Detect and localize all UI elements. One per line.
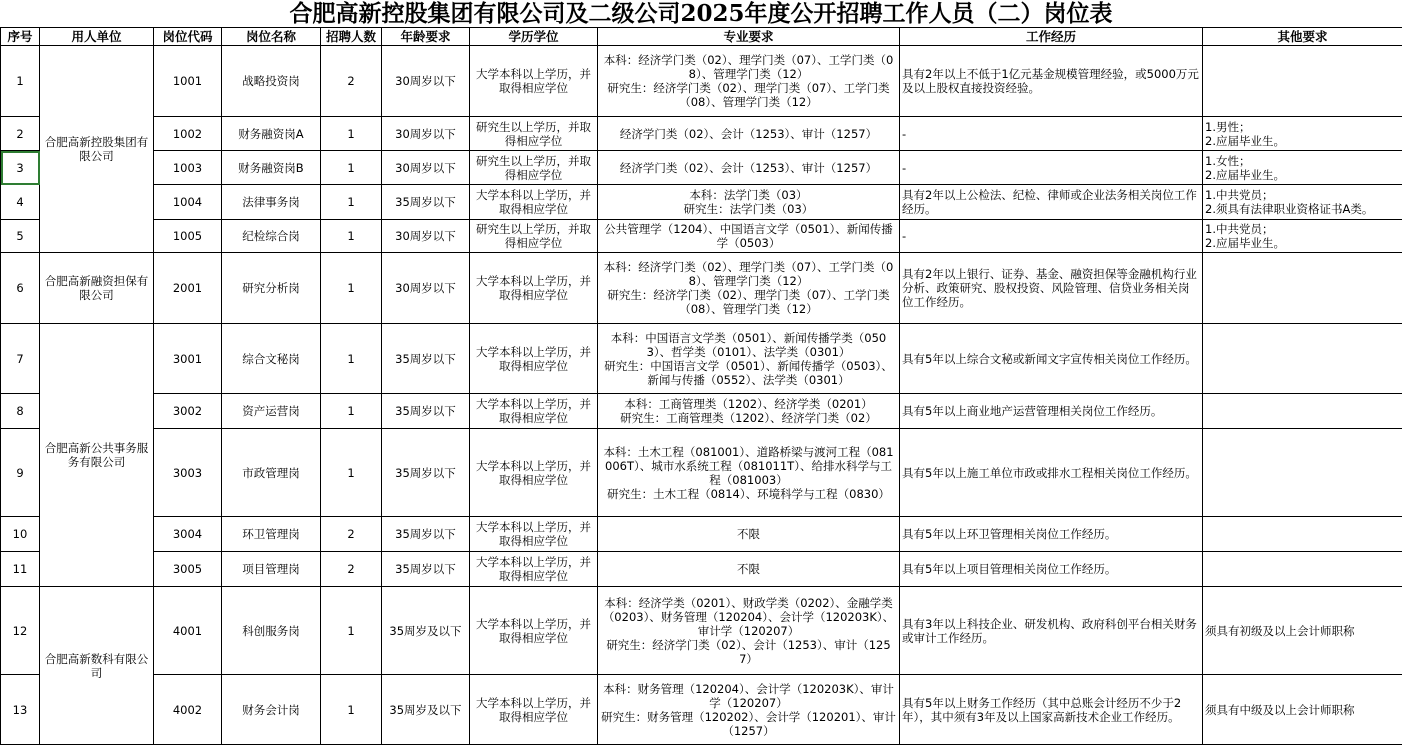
job-code-cell[interactable]: 3003 — [154, 429, 222, 517]
education-cell[interactable]: 大学本科以上学历，并取得相应学位 — [470, 587, 598, 675]
other-cell[interactable] — [1203, 151, 1402, 185]
education-cell[interactable]: 大学本科以上学历，并取得相应学位 — [470, 429, 598, 517]
major-line: 本科：工商管理类（1202）、经济学类（0201） — [624, 397, 873, 411]
row-number-cell[interactable]: 4 — [1, 185, 40, 220]
other-cell[interactable] — [1203, 675, 1402, 745]
other-line: 1.中共党员； — [1205, 188, 1274, 202]
table-row — [1, 517, 1402, 552]
row-number-cell[interactable]: 9 — [1, 429, 40, 517]
row-number-cell[interactable]: 11 — [1, 552, 40, 587]
other-line: 1.男性； — [1205, 119, 1251, 134]
other-line: 须具有初级及以上会计师职称 — [1205, 623, 1355, 638]
job-code-cell[interactable]: 3004 — [154, 517, 222, 552]
education-cell[interactable]: 研究生以上学历，并取得相应学位 — [470, 220, 598, 253]
employer-cell[interactable]: 合肥高新控股集团有限公司 — [40, 46, 154, 253]
age-cell[interactable]: 35周岁以下 — [382, 552, 470, 587]
job-name-cell[interactable]: 市政管理岗 — [222, 429, 321, 517]
major-line: 研究生：法学门类（03） — [683, 202, 814, 216]
major-cell[interactable] — [598, 429, 900, 517]
age-cell[interactable]: 35周岁以下 — [382, 517, 470, 552]
experience-cell[interactable]: - — [900, 151, 1203, 185]
education-cell[interactable]: 大学本科以上学历，并取得相应学位 — [470, 185, 598, 220]
education-cell[interactable]: 大学本科以上学历，并取得相应学位 — [470, 324, 598, 394]
table-row — [1, 151, 1402, 185]
row-number-cell[interactable]: 12 — [1, 587, 40, 675]
row-number-cell[interactable]: 6 — [1, 253, 40, 324]
major-cell[interactable] — [598, 151, 900, 185]
job-name-cell[interactable]: 科创服务岗 — [222, 587, 321, 675]
other-cell[interactable] — [1203, 394, 1402, 429]
other-cell[interactable] — [1203, 117, 1402, 151]
age-cell[interactable]: 30周岁以下 — [382, 253, 470, 324]
job-code-cell[interactable]: 1003 — [154, 151, 222, 185]
major-line: 本科：中国语言文学类（0501）、新闻传播学类（0503）、哲学类（0101）、法学类（0301） — [610, 330, 887, 359]
other-cell[interactable] — [1203, 587, 1402, 675]
headcount-cell[interactable]: 1 — [321, 587, 382, 675]
employer-cell[interactable]: 合肥高新数科有限公司 — [40, 587, 154, 745]
headcount-cell[interactable]: 2 — [321, 46, 382, 117]
other-line: 1.女性； — [1205, 153, 1251, 168]
major-line: 经济学门类（02）、会计（1253）、审计（1257） — [619, 126, 878, 141]
age-cell[interactable]: 35周岁及以下 — [382, 587, 470, 675]
major-cell[interactable] — [598, 675, 900, 745]
other-line: 须具有中级及以上会计师职称 — [1205, 702, 1355, 717]
other-line: 1.中共党员； — [1205, 222, 1274, 236]
education-cell[interactable]: 研究生以上学历，并取得相应学位 — [470, 151, 598, 185]
major-cell[interactable] — [598, 117, 900, 151]
job-name-cell[interactable]: 纪检综合岗 — [222, 220, 321, 253]
major-line: 研究生：经济学门类（02）、理学门类（07）、工学门类（08）、管理学门类（12） — [607, 288, 890, 316]
other-cell[interactable] — [1203, 220, 1402, 253]
major-cell[interactable] — [598, 324, 900, 394]
table-row — [1, 253, 1402, 324]
education-cell[interactable]: 大学本科以上学历，并取得相应学位 — [470, 46, 598, 117]
major-line: 研究生：中国语言文学（0501）、新闻传播学（0503）、新闻与传播（0552）、法学类（0301） — [604, 358, 893, 387]
job-name-cell[interactable]: 战略投资岗 — [222, 46, 321, 117]
headcount-cell[interactable]: 1 — [321, 675, 382, 745]
education-cell[interactable]: 大学本科以上学历，并取得相应学位 — [470, 253, 598, 324]
experience-cell[interactable]: 具有5年以上商业地产运营管理相关岗位工作经历。 — [900, 394, 1203, 429]
job-code-cell[interactable]: 1002 — [154, 117, 222, 151]
headcount-cell[interactable]: 1 — [321, 429, 382, 517]
table-row — [1, 552, 1402, 587]
major-line: 本科：经济学类（0201）、财政学类（0202）、金融学类（0203）、财务管理（120204）、会计学（120203K）、审计学（120207） — [602, 595, 895, 638]
job-code-cell[interactable]: 1001 — [154, 46, 222, 117]
major-cell[interactable] — [598, 587, 900, 675]
employer-cell[interactable]: 合肥高新公共事务服务有限公司 — [40, 324, 154, 587]
job-code-cell[interactable]: 4002 — [154, 675, 222, 745]
experience-cell[interactable]: 具有2年以上银行、证券、基金、融资担保等金融机构行业分析、政策研究、股权投资、风险管理、信贷业务相关岗位工作经历。 — [900, 253, 1203, 324]
other-cell[interactable] — [1203, 324, 1402, 394]
major-cell[interactable] — [598, 552, 900, 587]
experience-cell[interactable]: 具有5年以上环卫管理相关岗位工作经历。 — [900, 517, 1203, 552]
headcount-cell[interactable]: 1 — [321, 394, 382, 429]
row-number-cell[interactable]: 5 — [1, 220, 40, 253]
job-name-cell[interactable]: 法律事务岗 — [222, 185, 321, 220]
experience-cell[interactable]: 具有5年以上项目管理相关岗位工作经历。 — [900, 552, 1203, 587]
major-line: 本科：法学门类（03） — [689, 188, 808, 202]
experience-cell[interactable]: 具有2年以上公检法、纪检、律师或企业法务相关岗位工作经历。 — [900, 185, 1203, 220]
major-line: 不限 — [737, 527, 760, 541]
header-cell[interactable]: 学历学位 — [470, 28, 598, 46]
job-table — [0, 27, 1402, 745]
job-name-cell[interactable]: 资产运营岗 — [222, 394, 321, 429]
job-code-cell[interactable]: 3002 — [154, 394, 222, 429]
table-row — [1, 394, 1402, 429]
job-name-cell[interactable]: 项目管理岗 — [222, 552, 321, 587]
other-cell[interactable] — [1203, 46, 1402, 117]
education-cell[interactable]: 大学本科以上学历，并取得相应学位 — [470, 675, 598, 745]
education-cell[interactable]: 大学本科以上学历，并取得相应学位 — [470, 552, 598, 587]
job-code-cell[interactable]: 2001 — [154, 253, 222, 324]
row-number-cell[interactable]: 1 — [1, 46, 40, 117]
major-line: 经济学门类（02）、会计（1253）、审计（1257） — [619, 160, 878, 175]
header-cell[interactable]: 序号 — [1, 28, 40, 46]
row-number-cell[interactable]: 7 — [1, 324, 40, 394]
major-cell[interactable] — [598, 394, 900, 429]
table-row — [1, 324, 1402, 394]
headcount-cell[interactable]: 1 — [321, 151, 382, 185]
major-line: 研究生：工商管理类（1202）、经济学门类（02） — [620, 411, 877, 425]
other-cell[interactable] — [1203, 185, 1402, 220]
major-line: 本科：经济学门类（02）、理学门类（07）、工学门类（08）、管理学门类（12） — [603, 260, 894, 288]
job-name-cell[interactable]: 财务融资岗A — [222, 117, 321, 151]
major-line: 公共管理学（1204）、中国语言文学（0501）、新闻传播学（0503） — [604, 222, 893, 250]
experience-cell[interactable]: - — [900, 220, 1203, 253]
experience-cell[interactable]: 具有5年以上施工单位市政或排水工程相关岗位工作经历。 — [900, 429, 1203, 517]
row-number-cell[interactable]: 10 — [1, 517, 40, 552]
other-cell[interactable] — [1203, 429, 1402, 517]
table-row — [1, 185, 1402, 220]
headcount-cell[interactable]: 2 — [321, 552, 382, 587]
experience-cell[interactable]: - — [900, 117, 1203, 151]
header-cell[interactable]: 其他要求 — [1203, 28, 1402, 46]
headcount-cell[interactable]: 1 — [321, 117, 382, 151]
job-name-cell[interactable]: 研究分析岗 — [222, 253, 321, 324]
page-title: 合肥高新控股集团有限公司及二级公司2025年度公开招聘工作人员（二）岗位表 — [289, 0, 1113, 27]
other-line: 2.应届毕业生。 — [1205, 167, 1285, 182]
major-cell[interactable] — [598, 220, 900, 253]
header-cell[interactable]: 招聘人数 — [321, 28, 382, 46]
headcount-cell[interactable]: 1 — [321, 253, 382, 324]
age-cell[interactable]: 35周岁以下 — [382, 429, 470, 517]
header-cell[interactable]: 用人单位 — [40, 28, 154, 46]
header-cell[interactable]: 岗位名称 — [222, 28, 321, 46]
education-cell[interactable]: 大学本科以上学历，并取得相应学位 — [470, 517, 598, 552]
major-cell[interactable] — [598, 185, 900, 220]
other-cell[interactable] — [1203, 253, 1402, 324]
age-cell[interactable]: 35周岁以下 — [382, 324, 470, 394]
experience-cell[interactable]: 具有5年以上综合文秘或新闻文字宣传相关岗位工作经历。 — [900, 324, 1203, 394]
header-cell[interactable]: 年龄要求 — [382, 28, 470, 46]
major-line: 本科：经济学门类（02）、理学门类（07）、工学门类（08）、管理学门类（12） — [603, 53, 894, 81]
other-line: 2.须具有法律职业资格证书A类。 — [1205, 202, 1374, 216]
row-number-cell[interactable]: 8 — [1, 394, 40, 429]
age-cell[interactable]: 35周岁及以下 — [382, 675, 470, 745]
row-number-cell[interactable]: 3 — [1, 151, 40, 185]
major-cell[interactable] — [598, 46, 900, 117]
major-line: 本科：财务管理（120204）、会计学（120203K）、审计学（120207） — [603, 681, 894, 710]
major-line: 研究生：经济学门类（02）、理学门类（07）、工学门类（08）、管理学门类（12） — [607, 81, 890, 109]
header-cell[interactable]: 专业要求 — [598, 28, 900, 46]
table-row — [1, 675, 1402, 745]
table-row — [1, 220, 1402, 253]
header-cell[interactable]: 岗位代码 — [154, 28, 222, 46]
job-code-cell[interactable]: 1004 — [154, 185, 222, 220]
major-line: 研究生：经济学门类（02）、会计（1253）、审计（1257） — [606, 637, 891, 666]
job-name-cell[interactable]: 环卫管理岗 — [222, 517, 321, 552]
job-code-cell[interactable]: 3005 — [154, 552, 222, 587]
age-cell[interactable]: 30周岁以下 — [382, 46, 470, 117]
age-cell[interactable]: 30周岁以下 — [382, 117, 470, 151]
headcount-cell[interactable]: 1 — [321, 324, 382, 394]
age-cell[interactable]: 30周岁以下 — [382, 151, 470, 185]
table-row — [1, 46, 1402, 117]
employer-cell[interactable]: 合肥高新融资担保有限公司 — [40, 253, 154, 324]
row-number-cell[interactable]: 2 — [1, 117, 40, 151]
age-cell[interactable]: 30周岁以下 — [382, 220, 470, 253]
header-row — [1, 28, 1402, 46]
major-cell[interactable] — [598, 253, 900, 324]
major-line: 不限 — [737, 562, 760, 576]
job-name-cell[interactable]: 财务会计岗 — [222, 675, 321, 745]
table-row — [1, 429, 1402, 517]
table-row — [1, 117, 1402, 151]
other-line: 2.应届毕业生。 — [1205, 133, 1285, 148]
other-cell[interactable] — [1203, 517, 1402, 552]
row-number-cell[interactable]: 13 — [1, 675, 40, 745]
major-line: 研究生：土木工程（0814）、环境科学与工程（0830） — [607, 486, 890, 501]
job-code-cell[interactable]: 4001 — [154, 587, 222, 675]
job-name-cell[interactable]: 财务融资岗B — [222, 151, 321, 185]
education-cell[interactable]: 研究生以上学历，并取得相应学位 — [470, 117, 598, 151]
other-line: 2.应届毕业生。 — [1205, 236, 1285, 250]
job-code-cell[interactable]: 1005 — [154, 220, 222, 253]
experience-cell[interactable]: 具有5年以上财务工作经历（其中总账会计经历不少于2年），其中须有3年及以上国家高新技术企业工作经历。 — [900, 675, 1203, 745]
major-line: 本科：土木工程（081001）、道路桥梁与渡河工程（081006T）、城市水系统工程（081011T）、给排水科学与工程（081003） — [603, 444, 894, 487]
table-row — [1, 587, 1402, 675]
age-cell[interactable]: 35周岁以下 — [382, 185, 470, 220]
job-name-cell[interactable]: 综合文秘岗 — [222, 324, 321, 394]
job-code-cell[interactable]: 3001 — [154, 324, 222, 394]
education-cell[interactable]: 大学本科以上学历，并取得相应学位 — [470, 394, 598, 429]
headcount-cell[interactable]: 1 — [321, 185, 382, 220]
major-line: 研究生：财务管理（120202）、会计学（120201）、审计（1257） — [601, 709, 896, 738]
major-cell[interactable] — [598, 517, 900, 552]
headcount-cell[interactable]: 1 — [321, 220, 382, 253]
headcount-cell[interactable]: 2 — [321, 517, 382, 552]
other-cell[interactable] — [1203, 552, 1402, 587]
experience-cell[interactable]: 具有2年以上不低于1亿元基金规模管理经验，或5000万元及以上股权直接投资经验。 — [900, 46, 1203, 117]
experience-cell[interactable]: 具有3年以上科技企业、研发机构、政府科创平台相关财务或审计工作经历。 — [900, 587, 1203, 675]
age-cell[interactable]: 35周岁以下 — [382, 394, 470, 429]
header-cell[interactable]: 工作经历 — [900, 28, 1203, 46]
